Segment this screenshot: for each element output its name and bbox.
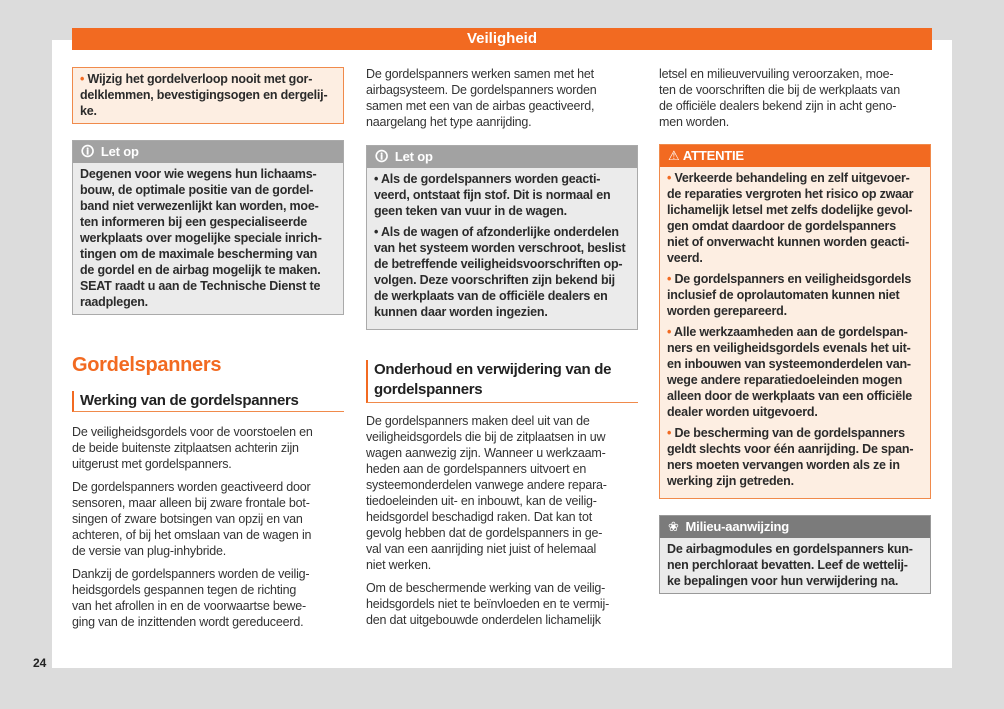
warning-box (72, 67, 344, 124)
text-line: gevolg hebben dat de gordelspanners in ge- (366, 526, 603, 540)
info-icon: 🛈 (81, 144, 95, 159)
info-icon: 🛈 (375, 149, 389, 164)
flower-icon: ❀ (668, 519, 679, 534)
text-line: heidsgordels niet te beïnvloeden en te vermij- (366, 597, 610, 611)
text-line: de betreffende veiligheidsvoorschriften op- (374, 257, 623, 271)
text-line: band niet verwezenlijkt kan worden, moe- (80, 199, 319, 213)
text-line: kunnen daar worden ingezien. (374, 305, 548, 319)
text-line: niet werken. (366, 558, 431, 572)
environment-header (660, 516, 930, 538)
text-line: gen omdat daardoor de gordelspanners (667, 219, 896, 233)
warning-item (73, 68, 343, 123)
text-line: heidsgordel beschadigd raken. Dat kan tot (366, 510, 592, 524)
warning-triangle-icon: ⚠ (668, 148, 680, 163)
text-line: niet of onverwacht kunnen worden geacti- (667, 235, 910, 249)
text-line: geen teken van vuur in de wagen. (374, 204, 567, 218)
note-header (73, 141, 343, 163)
text-line: de officiële dealers bekend zijn in acht geno- (659, 99, 897, 113)
text-line: de werkplaats van de officiële dealers en (374, 289, 608, 303)
text-line: delklemmen, bevestigingsogen en dergelij- (80, 88, 328, 102)
text-line: ten informeren bij een gespecialiseerde (80, 215, 308, 229)
text-line: de reparaties vergroten het risico op zwaar (667, 187, 914, 201)
paragraph (366, 580, 638, 628)
text-line: raadplegen. (80, 295, 148, 309)
text-line: heden aan de gordelspanners uitvoert en (366, 462, 587, 476)
text-line: gordelspanners (374, 381, 483, 398)
text-line: volgen. Deze voorschriften zijn bekend bij (374, 273, 615, 287)
attention-item (667, 425, 923, 489)
text-line: ke. (80, 104, 97, 118)
text-line: wege andere reparatiedoeleinden mogen (667, 373, 903, 387)
text-line: • Als de gordelspanners worden geacti- (374, 172, 601, 186)
paragraph (72, 566, 344, 630)
text-line: achteren, of bij het omslaan van de wagen in (72, 528, 312, 542)
attention-body (660, 167, 930, 498)
column-2 (366, 66, 638, 635)
bullet-icon: • (667, 171, 675, 185)
text-line: singen of zware botsingen van opzij en van (72, 512, 303, 526)
attention-box (659, 144, 931, 499)
subsection-title: Werking van de gordelspanners (72, 391, 344, 412)
text-line: De gordelspanners maken deel uit van de (366, 414, 590, 428)
text-line: de beide buitenste zitplaatsen achterin zijn (72, 441, 299, 455)
text-line: veiligheidsgordels die bij de zitplaatsen in uw (366, 430, 606, 444)
text-line: Onderhoud en verwijdering van de (374, 361, 612, 378)
text-line: de versie van plug-inhybride. (72, 544, 227, 558)
text-line: SEAT raadt u aan de Technische Dienst te (80, 279, 321, 293)
text-line: nen perchloraat bevatten. Leef de wettelij- (667, 558, 908, 572)
text-line: De veiligheidsgordels voor de voorstoelen en (72, 425, 313, 439)
text-line: De bescherming van de gordelspanners (674, 426, 905, 440)
text-line: ke bepalingen voor hun verwijdering na. (667, 574, 899, 588)
text-line: Om de beschermende werking van de veilig- (366, 581, 606, 595)
text-line: alleen door de werkplaats van een officiële (667, 389, 912, 403)
text-line: men worden. (659, 115, 730, 129)
column-1-body (72, 424, 344, 637)
text-line: heidsgordels gespannen tegen de richting (72, 583, 297, 597)
text-line: Alle werkzaamheden aan de gordelspan- (674, 325, 908, 339)
text-line: naargelang het type aanrijding. (366, 115, 532, 129)
text-line: de gordel en de airbag mogelijk te maken. (80, 263, 321, 277)
note-item (374, 224, 630, 320)
environment-box (659, 515, 931, 594)
text-line: Verkeerde behandeling en zelf uitgevoer- (674, 171, 910, 185)
note-title: Let op (394, 149, 433, 164)
text-line: De gordelspanners en veiligheidsgordels (674, 272, 912, 286)
note-item (374, 171, 630, 219)
text-line: ging van de inzittenden wordt gereduceerd. (72, 615, 304, 629)
text-line: ten de voorschriften die bij de werkplaats van (659, 83, 900, 97)
page-number: 24 (33, 656, 47, 670)
attention-title: ATTENTIE (682, 148, 744, 163)
text-line: sensoren, maar alleen bij zware frontale bot- (72, 496, 310, 510)
column-3-intro (659, 66, 931, 137)
text-line: De gordelspanners werken samen met het (366, 67, 594, 81)
text-line: den dat uitgebouwde onderdelen lichamelijk (366, 613, 601, 627)
text-line: letsel en milieuvervuiling veroorzaken, moe- (659, 67, 894, 81)
subsection-title-2 (366, 360, 638, 403)
bullet-icon: • (667, 426, 675, 440)
text-line: ners moeten vervangen worden als ze in (667, 458, 900, 472)
section-title: Gordelspanners (72, 354, 222, 376)
text-line: inclusief de oprolautomaten kunnen niet (667, 288, 900, 302)
environment-body (660, 538, 930, 593)
text-line: De airbagmodules en gordelspanners kun- (667, 542, 913, 556)
text-line: veerd. (667, 251, 703, 265)
attention-item (667, 170, 923, 266)
text-line: dealer worden uitgevoerd. (667, 405, 818, 419)
attention-item (667, 324, 923, 420)
note-body (367, 168, 637, 329)
paragraph (659, 66, 931, 130)
text-line: uitgerust met gordelspanners. (72, 457, 232, 471)
text-line: Dankzij de gordelspanners worden de veilig- (72, 567, 310, 581)
note-box-let-op-2 (366, 145, 638, 330)
text-line: werking zijn getreden. (667, 474, 794, 488)
column-2-body (366, 413, 638, 635)
text-line: ners en veiligheidsgordels evenals het uit- (667, 341, 911, 355)
paragraph (72, 479, 344, 559)
text-line: veerd, ontstaat fijn stof. Dit is normaal en (374, 188, 611, 202)
text-line: bouw, de optimale positie van de gordel- (80, 183, 314, 197)
bullet-icon: • (667, 325, 674, 339)
text-line: werkplaats over mogelijke speciale inrich- (80, 231, 322, 245)
note-box-let-op (72, 140, 344, 315)
text-line: samen met een van de airbas geactiveerd, (366, 99, 595, 113)
text-line: van het afrollen in en de voorwaartse bewe- (72, 599, 306, 613)
text-line: De gordelspanners worden geactiveerd door (72, 480, 311, 494)
text-line: Degenen voor wie wegens hun lichaams- (80, 167, 317, 181)
text-line: en inbouwen van systeemonderdelen van- (667, 357, 911, 371)
attention-header (660, 145, 930, 167)
text-line: geldt slechts voor één aanrijding. De span- (667, 442, 914, 456)
text-line: worden gerepareerd. (667, 304, 787, 318)
note-title: Let op (100, 144, 139, 159)
environment-title: Milieu-aanwijzing (685, 519, 790, 534)
text-line: wagen aanwezig zijn. Wanneer u werkzaam- (366, 446, 606, 460)
column-1 (72, 67, 344, 637)
text-line: val van een aanrijding niet juist of helemaal (366, 542, 597, 556)
note-header (367, 146, 637, 168)
paragraph (366, 413, 638, 573)
text-line: systeemonderdelen vanwege andere repara- (366, 478, 607, 492)
column-2-intro (366, 66, 638, 137)
text-line: • Als de wagen of afzonderlijke onderdelen (374, 225, 619, 239)
column-3 (659, 66, 931, 594)
text-line: tingen om de maximale bescherming van (80, 247, 318, 261)
text-line: airbagsysteem. De gordelspanners worden (366, 83, 597, 97)
text-line: lichamelijk letsel met zelfs dodelijke gevol- (667, 203, 913, 217)
bullet-icon: • (667, 272, 675, 286)
text-line: tiedoeleinden uit- en inbouwt, kan de veilig- (366, 494, 597, 508)
attention-item (667, 271, 923, 319)
text-line: van het systeem worden verschroot, beslist (374, 241, 626, 255)
paragraph (366, 66, 638, 130)
paragraph (72, 424, 344, 472)
text-line: Wijzig het gordelverloop nooit met gor- (87, 72, 313, 86)
bullet-icon: • (80, 72, 88, 86)
chapter-header: Veiligheid (72, 28, 932, 50)
note-body (73, 163, 343, 314)
